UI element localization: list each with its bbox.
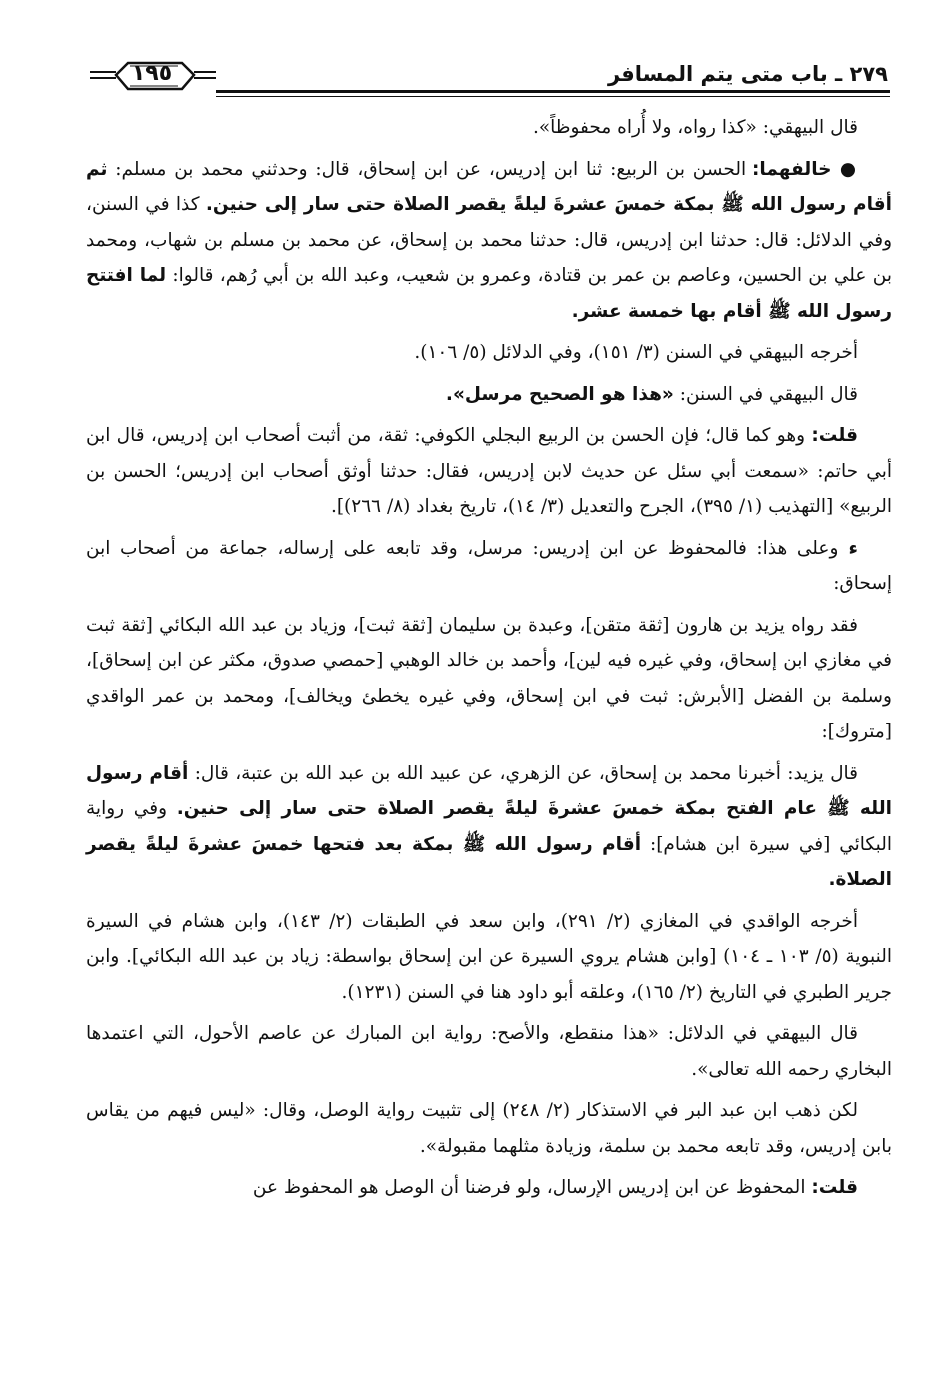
header-rule-thick [216,90,890,93]
paragraph [86,904,892,1011]
bold-text: خالفهما: [752,158,832,180]
text: أخرجه الواقدي في المغازي (٢/ ٢٩١)، وابن سعد في الطبقات (٢/ ١٤٣)، وابن هشام في السيرة النبوية (٥/ ١٠٣ ـ ١٠٤) [وابن هشام يروي السيرة عن ابن إسحاق بواسطة: زياد بن عبد الله البكائي]. وابن جرير الطبري في التاريخ (٢/ ١٦٥)، وعلقه أبو داود هنا في السنن (١٢٣١). [86,910,892,1003]
text: قال البيهقي: «كذا رواه، ولا أُراه محفوظاً». [532,117,858,138]
page-body [86,110,892,1212]
page-header [86,52,890,98]
paragraph [86,1016,892,1087]
bold-text: ثم أقام رسول الله ﷺ بمكة خمسَ عشرةَ ليلةً يقصر الصلاة حتى سار إلى حنين. [86,158,892,215]
chapter-title: ٢٧٩ ـ باب متى يتم المسافر [607,62,888,86]
paragraph [86,531,892,602]
text: وعلى هذا: فالمحفوظ عن ابن إدريس: مرسل، وقد تابعه على إرساله، جماعة من أصحاب ابن إسحاق: [86,537,892,594]
paragraph [86,152,892,330]
bold-text: لما افتتح رسول الله ﷺ أقام بها خمسة عشر. [86,265,892,322]
bold-text: ﺀ [838,537,858,559]
header-rule-thin [216,96,890,97]
paragraph [86,608,892,750]
text: قال البيهقي في السنن: [673,383,858,405]
text: قال البيهقي في الدلائل: «هذا منقطع، والأصح: رواية ابن المبارك عن عاصم الأحول، التي اعتمدها البخاري رحمه الله تعالى». [86,1023,892,1080]
text: أخرجه البيهقي في السنن (٣/ ١٥١)، وفي الدلائل (٥/ ١٠٦). [414,342,858,363]
text: لكن ذهب ابن عبد البر في الاستذكار (٢/ ٢٤٨) إلى تثبيت رواية الوصل، وقال: «ليس فيهم من يقاس بابن إدريس، وقد تابعه محمد بن سلمة، وزيادة مثلهما مقبولة». [86,1100,892,1157]
bold-text: ● [831,158,858,180]
paragraph [86,377,892,413]
paragraph [86,418,892,525]
bold-text: قلت: [811,1177,858,1198]
bold-text: قلت: [811,425,858,446]
text: فقد رواه يزيد بن هارون [ثقة متقن]، وعبدة بن سليمان [ثقة ثبت]، وزياد بن عبد الله البكائي [ثقة ثبت في مغازي ابن إسحاق، وفي غيره فيه لين]، وأحمد بن خالد الوهبي [حمصي صدوق، مكثر عن ابن إسحاق]، وسلمة بن الفضل [الأبرش: ثبت في ابن إسحاق، وفي غيره يخطئ ويخالف]، ومحمد بن عمر الواقدي [متروك]: [86,614,892,742]
text: وفي رواية البكائي [في سيرة ابن هشام]: [86,798,892,855]
bold-text: أقام رسول الله ﷺ عام الفتح بمكة خمسَ عشرةَ ليلةً يقصر الصلاة حتى سار إلى حنين. [86,762,892,819]
text: الحسن بن الربيع: ثنا ابن إدريس، عن ابن إسحاق، قال: وحدثني محمد بن مسلم: [107,158,752,180]
text: وهو كما قال؛ فإن الحسن بن الربيع البجلي الكوفي: ثقة، من أثبت أصحاب ابن إدريس، قال ابن أبي حاتم: «سمعت أبي سئل عن حديث لابن إدريس، فقال: حدثنا أوثق أصحاب ابن إدريس؛ الحسن بن الربيع» [التهذيب (١/ ٣٩٥)، الجرح والتعديل (٣/ ١٤)، تاريخ بغداد (٨/ ٢٦٦)]. [86,425,892,517]
bold-text: «هذا هو الصحيح مرسل». [445,383,674,405]
text: قال يزيد: أخبرنا محمد بن إسحاق، عن الزهري، عن عبيد الله بن عبد الله بن عتبة، قال: [188,762,858,784]
paragraph [86,756,892,898]
bold-text: أقام رسول الله ﷺ بمكة بعد فتحها خمسَ عشرةَ ليلةً يقصر الصلاة. [86,833,892,890]
paragraph [86,110,892,146]
paragraph [86,335,892,371]
page-number: ١٩٥ [131,61,173,86]
paragraph [86,1093,892,1164]
paragraph [86,1170,892,1206]
text: المحفوظ عن ابن إدريس الإرسال، ولو فرضنا أن الوصل هو المحفوظ عن [252,1177,812,1198]
text: كذا في السنن، وفي الدلائل: قال: حدثنا ابن إدريس، قال: حدثنا محمد بن إسحاق، عن محمد بن مسلم بن شهاب، ومحمد بن علي بن الحسين، وعاصم بن عمر بن قتادة، وعمرو بن شعيب، وعبد الله بن أبي رُهم، قالوا: [86,194,892,286]
